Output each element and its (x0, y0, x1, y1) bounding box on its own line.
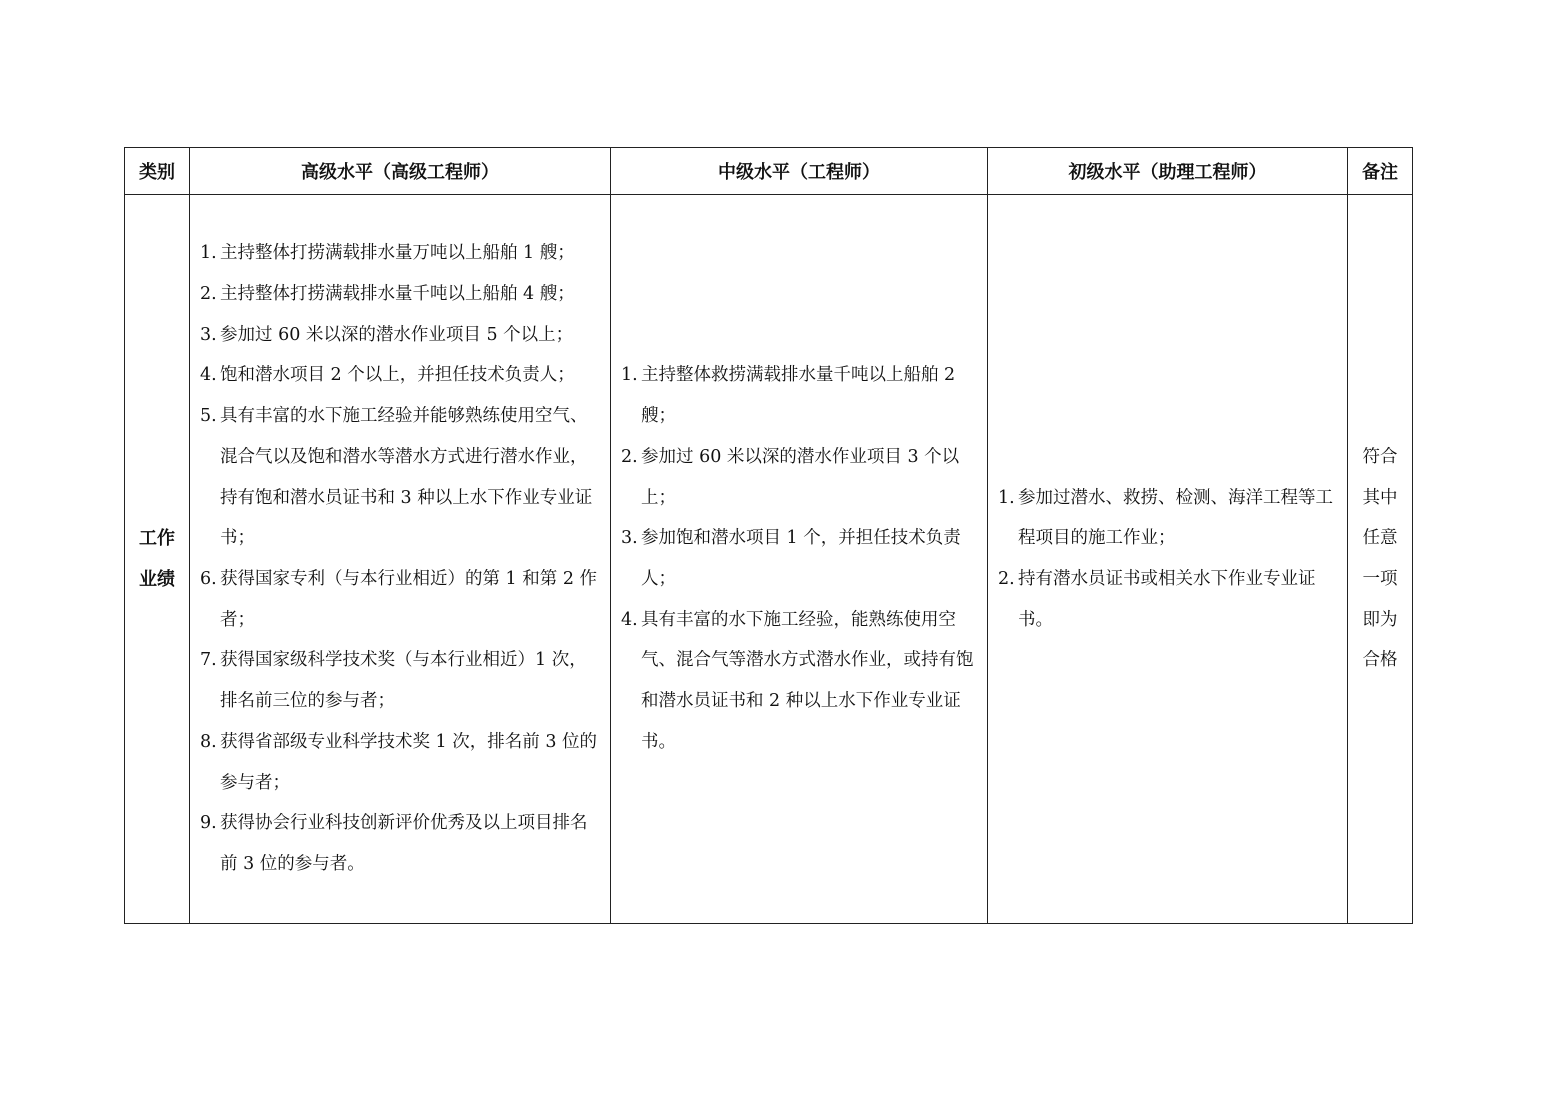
list-item: 2. 持有潜水员证书或相关水下作业专业证书。 (998, 569, 1316, 630)
intermediate-requirements-cell (611, 195, 988, 924)
list-item: 4. 具有丰富的水下施工经验，能熟练使用空气、混合气等潜水方式潜水作业，或持有饱和潜水员证书和 2 种以上水下作业专业证书。 (621, 609, 974, 752)
list-item: 1. 主持整体打捞满载排水量万吨以上船舶 1 艘； (200, 243, 575, 264)
remarks-line: 其中 (1362, 487, 1398, 508)
remarks-line: 任意 (1362, 528, 1398, 549)
remarks-line: 一项 (1362, 569, 1398, 589)
qualification-table (124, 147, 1413, 924)
list-item: 3. 参加饱和潜水项目 1 个，并担任技术负责人； (621, 528, 961, 589)
header-category: 类别 (125, 148, 190, 195)
intermediate-requirements-list (611, 355, 987, 762)
header-junior-level: 初级水平（助理工程师） (988, 148, 1348, 195)
header-remarks: 备注 (1348, 148, 1413, 195)
list-item: 2. 主持整体打捞满载排水量千吨以上船舶 4 艘； (200, 284, 575, 305)
remarks-cell (1348, 195, 1413, 924)
junior-requirements-list (988, 478, 1347, 641)
remarks-line: 合格 (1362, 650, 1398, 671)
list-item: 1. 参加过潜水、救捞、检测、海洋工程等工程项目的施工作业； (998, 487, 1333, 549)
header-intermediate-level: 中级水平（工程师） (611, 148, 988, 195)
list-item: 9. 获得协会行业科技创新评价优秀及以上项目排名前 3 位的参与者。 (200, 813, 588, 874)
senior-requirements-list (190, 233, 610, 884)
junior-requirements-cell (988, 195, 1348, 924)
list-item: 6. 获得国家专利（与本行业相近）的第 1 和第 2 作者； (200, 569, 598, 630)
header-senior-level: 高级水平（高级工程师） (190, 148, 611, 195)
remarks-line: 符合 (1362, 446, 1398, 467)
list-item: 5. 具有丰富的水下施工经验并能够熟练使用空气、混合气以及饱和潜水等潜水方式进行潜水作业，持有饱和潜水员证书和 3 种以上水下作业专业证书； (200, 406, 593, 549)
header-row (125, 148, 1413, 195)
work-performance-row (125, 195, 1413, 924)
list-item: 3. 参加过 60 米以深的潜水作业项目 5 个以上； (200, 324, 574, 345)
list-item: 1. 主持整体救捞满载排水量千吨以上船舶 2 艘； (621, 365, 956, 427)
list-item: 8. 获得省部级专业科学技术奖 1 次，排名前 3 位的参与者； (200, 731, 598, 793)
category-cell (125, 195, 190, 924)
senior-requirements-cell (190, 195, 611, 924)
list-item: 4. 饱和潜水项目 2 个以上，并担任技术负责人； (200, 365, 575, 386)
category-line: 业绩 (139, 569, 175, 590)
list-item: 7. 获得国家级科学技术奖（与本行业相近）1 次，排名前三位的参与者； (200, 650, 587, 712)
remarks-line: 即为 (1362, 609, 1398, 630)
category-line: 工作 (139, 528, 175, 549)
list-item: 2. 参加过 60 米以深的潜水作业项目 3 个以上； (621, 446, 960, 508)
